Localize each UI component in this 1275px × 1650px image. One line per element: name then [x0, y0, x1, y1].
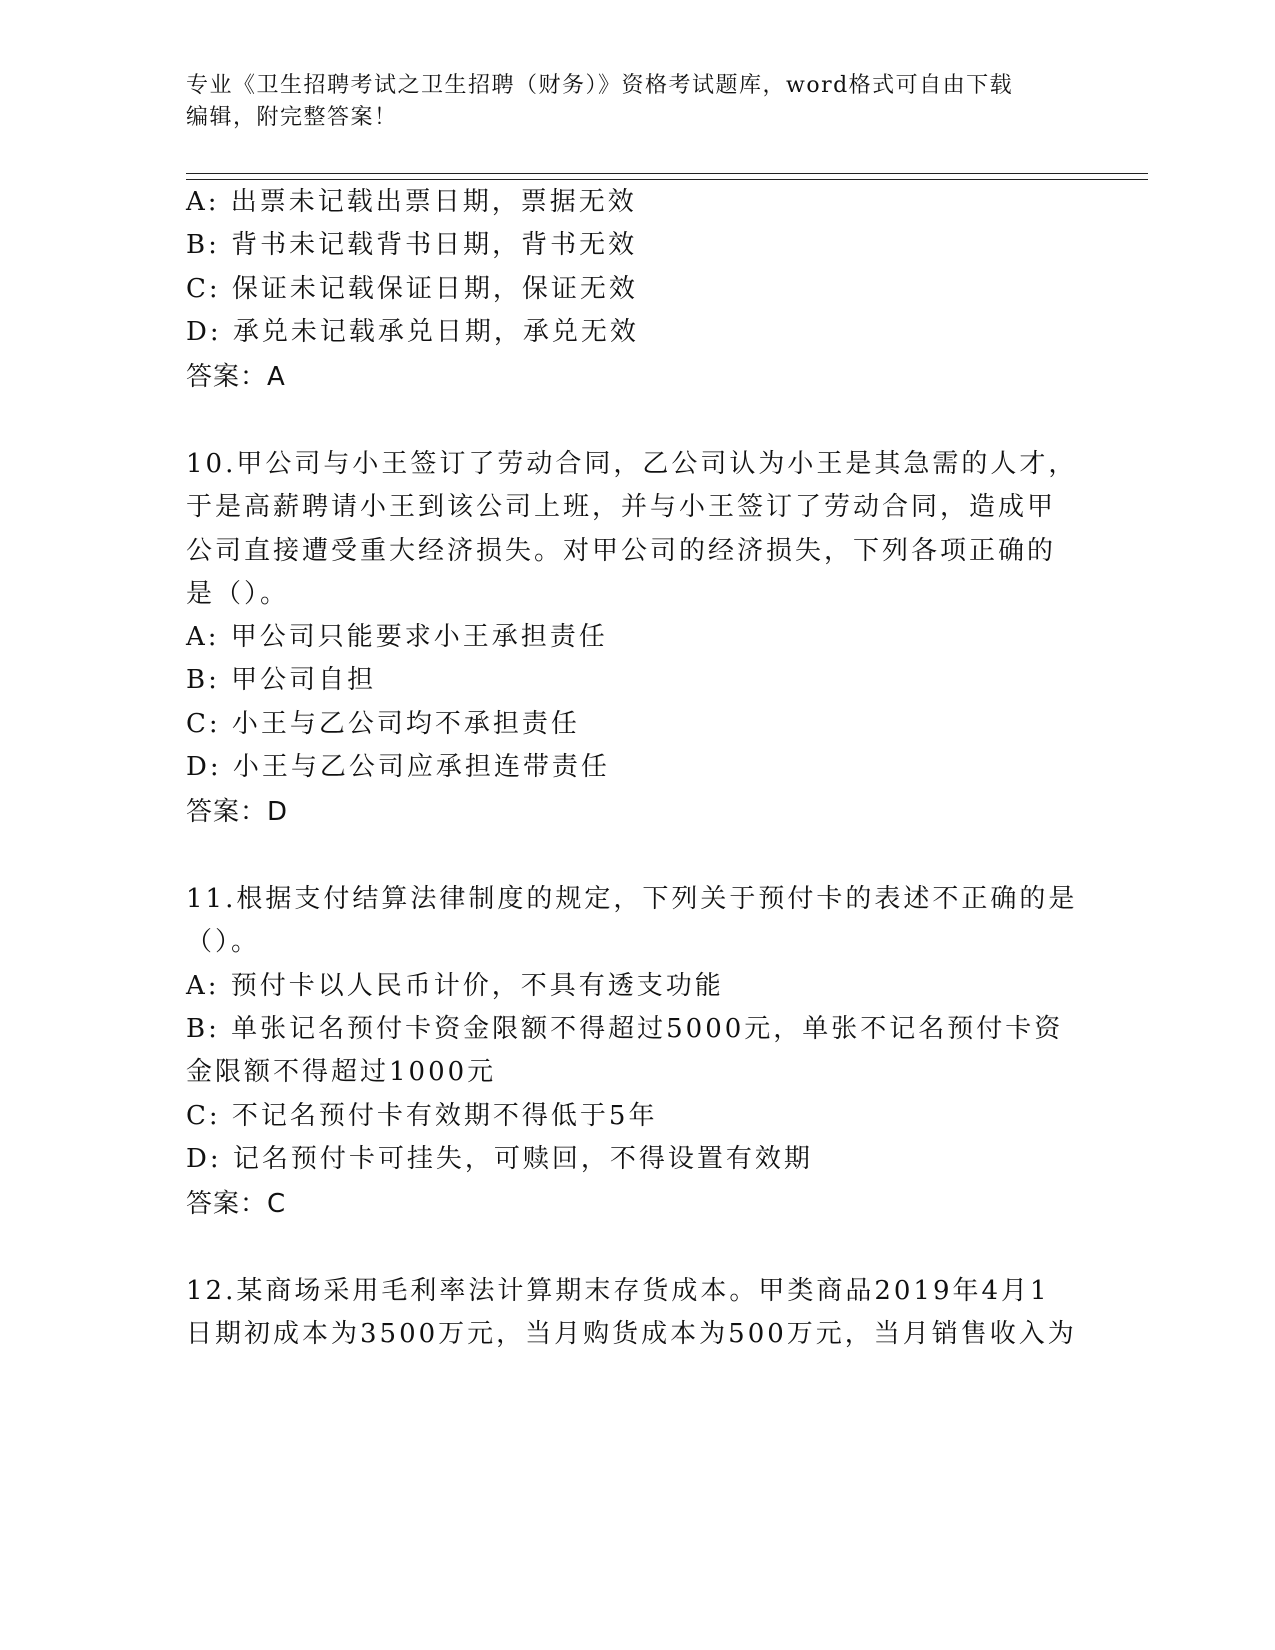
q12-stem-line-2: 日期初成本为3500万元，当月购货成本为500万元，当月销售收入为: [186, 1319, 1077, 1349]
q11-option-c: C: 不记名预付卡有效期不得低于5年: [186, 1101, 658, 1131]
q10-option-b: B: 甲公司自担: [186, 665, 377, 695]
q10-stem-line-1: 10.甲公司与小王签订了劳动合同，乙公司认为小王是其急需的人才，: [186, 449, 1078, 479]
q9-option-a: A: 出票未记载出票日期，票据无效: [186, 187, 637, 217]
q11-option-a: A: 预付卡以人民币计价，不具有透支功能: [186, 971, 724, 1001]
q10-option-c: C: 小王与乙公司均不承担责任: [186, 709, 580, 739]
q11-option-b: B: 单张记名预付卡资金限额不得超过5000元，单张不记名预付卡资: [186, 1014, 1064, 1044]
q10-option-d: D: 小王与乙公司应承担连带责任: [186, 752, 610, 782]
q10-stem-line-2: 于是高薪聘请小王到该公司上班，并与小王签订了劳动合同，造成甲: [186, 492, 1057, 522]
q10-stem-line-3: 公司直接遭受重大经济损失。对甲公司的经济损失，下列各项正确的: [186, 536, 1057, 566]
q11-stem-line-1: 11.根据支付结算法律制度的规定，下列关于预付卡的表述不正确的是: [186, 884, 1078, 914]
q11-stem-line-2: （）。: [186, 927, 261, 957]
q9-option-c: C: 保证未记载保证日期，保证无效: [186, 274, 638, 304]
q11-option-b-continued: 金限额不得超过1000元: [186, 1057, 497, 1087]
q9-option-b: B: 背书未记载背书日期，背书无效: [186, 230, 638, 260]
header-line-1: 专业《卫生招聘考试之卫生招聘（财务）》资格考试题库，word格式可自由下载: [186, 73, 1014, 98]
q11-option-d: D: 记名预付卡可挂失，可赎回，不得设置有效期: [186, 1144, 813, 1174]
q11-answer: 答案：C: [186, 1189, 287, 1219]
document-header: [186, 70, 1086, 134]
header-divider-top: [186, 173, 1148, 174]
q9-option-d: D: 承兑未记载承兑日期，承兑无效: [186, 317, 639, 347]
q9-answer: 答案：A: [186, 362, 286, 392]
q10-option-a: A: 甲公司只能要求小王承担责任: [186, 622, 608, 652]
q12-stem-line-1: 12.某商场采用毛利率法计算期末存货成本。甲类商品2019年4月1: [186, 1276, 1050, 1306]
header-divider-bottom: [186, 179, 1148, 180]
header-line-2: 编辑，附完整答案！: [186, 105, 398, 130]
q10-answer: 答案：D: [186, 797, 289, 827]
q10-stem-line-4: 是（）。: [186, 579, 290, 609]
